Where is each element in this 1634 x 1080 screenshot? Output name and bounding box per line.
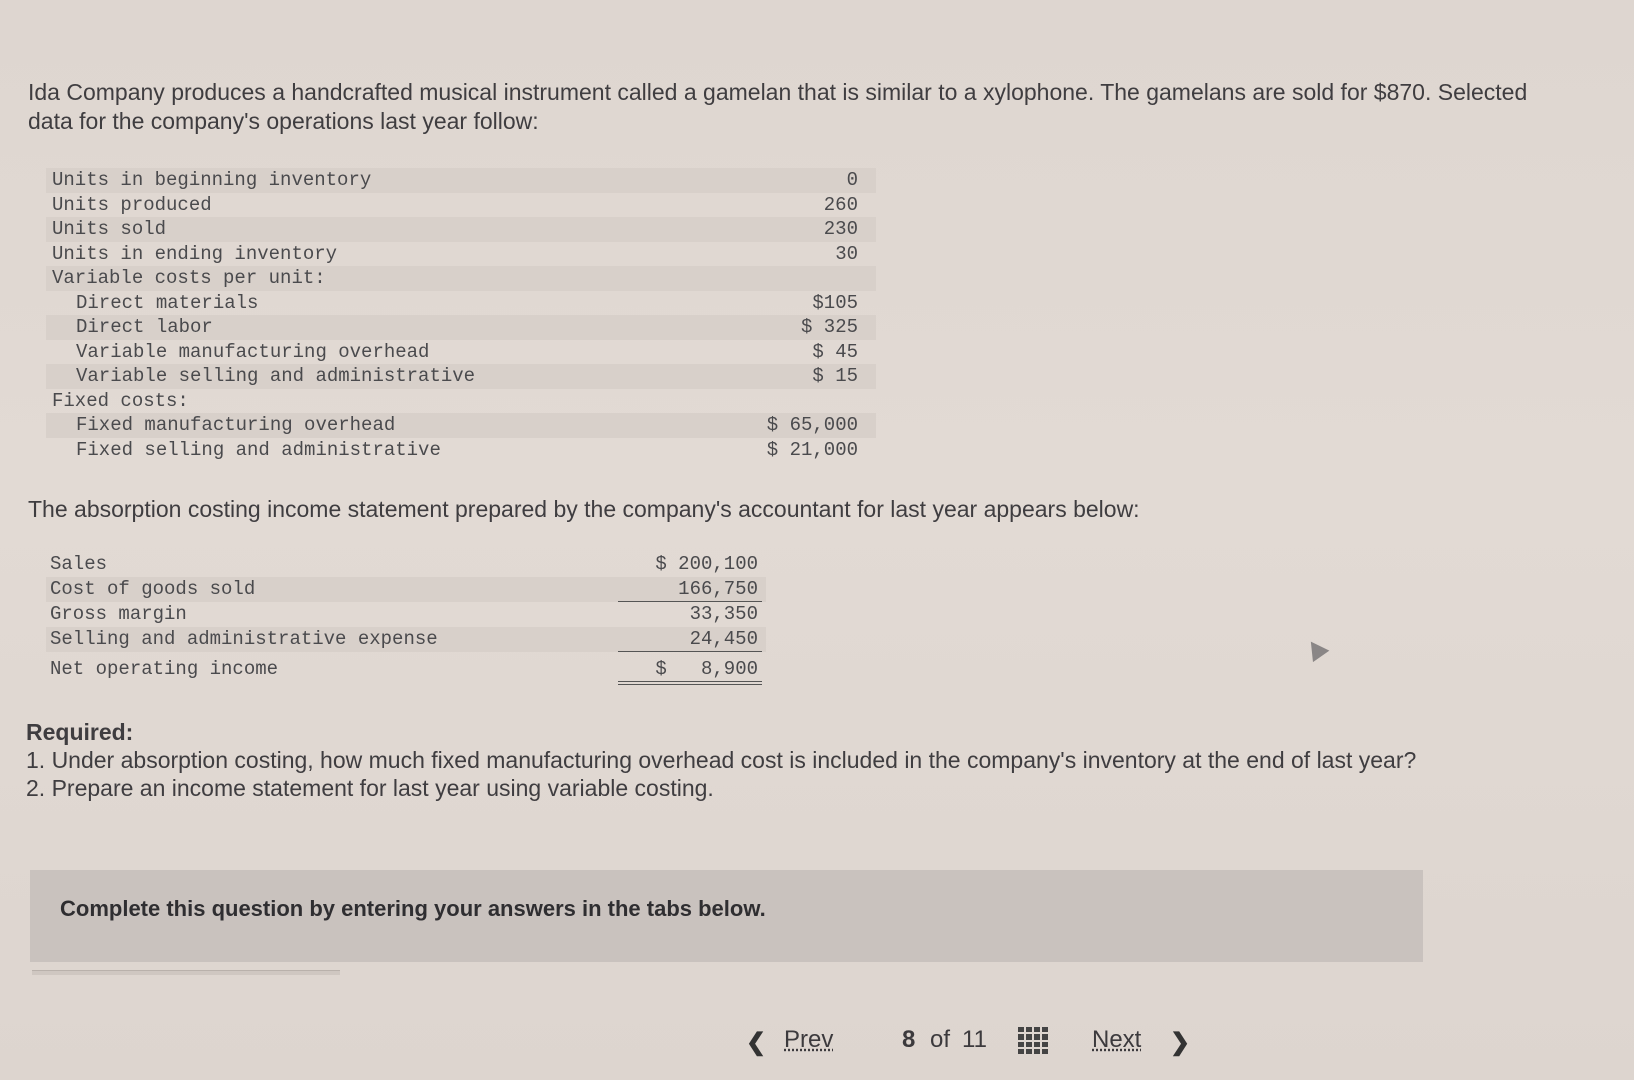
table-row [46,438,876,463]
table-row [46,627,766,652]
row-value: $ 21,000 [766,438,858,461]
row-label: Variable manufacturing overhead [76,340,430,363]
row-label: Units produced [52,193,212,216]
table-row [46,552,766,577]
total-rule [618,681,762,682]
required-question-1: 1. Under absorption costing, how much fixed manufacturing overhead cost is included in the company's inventory at the end of last year? [26,747,1417,773]
row-label: Direct materials [76,291,259,314]
row-label: Variable selling and administrative [76,365,476,387]
problem-intro: Ida Company produces a handcrafted musical instrument called a gamelan that is similar to a xylophone. The gamelans are sold for $870. Selected data for the company's operations last year follow: [28,79,1528,134]
required-section [26,718,1566,802]
chevron-right-icon[interactable]: ❯ [1170,1029,1191,1056]
required-question-2: 2. Prepare an income statement for last year using variable costing. [26,775,714,801]
row-value: $ 65,000 [766,414,858,436]
row-label: Units in beginning inventory [52,169,372,191]
row-label: Direct labor [76,316,213,338]
row-label: Fixed costs: [52,389,189,412]
question-grid-icon[interactable] [1018,1027,1048,1054]
row-label: Sales [50,553,108,575]
table-row [46,315,876,340]
row-label: Fixed manufacturing overhead [76,414,396,436]
table-row [46,602,766,627]
table-row [46,217,876,242]
row-value: 230 [823,218,858,240]
chevron-left-icon[interactable]: ❮ [746,1029,767,1056]
row-label: Variable costs per unit: [52,267,326,289]
row-value: 0 [846,169,858,191]
row-value: 33,350 [689,603,758,625]
row-value: $ 325 [800,316,858,338]
row-label: Net operating income [50,658,279,680]
row-value: 260 [823,193,858,216]
required-header: Required: [26,719,134,745]
table-row [46,657,766,682]
row-value: $ 200,100 [655,553,758,575]
selected-data-table [46,168,876,462]
prev-button[interactable]: Prev [784,1026,834,1053]
table-row [46,340,876,365]
row-value: 166,750 [678,578,758,600]
row-label: Units sold [52,218,167,240]
total-pages: 11 [962,1026,987,1053]
subtotal-rule [618,601,762,602]
table-row [46,389,876,414]
mouse-cursor-icon [1303,636,1330,662]
row-label: Units in ending inventory [52,242,338,265]
row-value: $ 8,900 [655,658,758,680]
table-row [46,577,766,602]
row-value: 30 [835,242,858,265]
row-value: $105 [812,291,858,314]
table-row [46,364,876,389]
row-value: $ 45 [812,340,858,363]
answer-tabs-bar[interactable] [32,970,340,975]
table-row [46,168,876,193]
subtotal-rule [618,651,762,652]
table-row [46,193,876,218]
row-label: Selling and administrative expense [50,628,438,650]
row-label: Gross margin [50,603,187,625]
absorption-intro: The absorption costing income statement prepared by the company's accountant for last year appears below: [28,496,1140,522]
row-label: Fixed selling and administrative [76,438,441,461]
row-label: Cost of goods sold [50,578,256,600]
row-value: 24,450 [689,628,758,650]
table-row [46,291,876,316]
next-button[interactable]: Next [1092,1026,1142,1053]
table-row [46,242,876,267]
page-of-label: of [930,1026,951,1053]
total-double-rule [618,684,762,685]
banner-text: Complete this question by entering your answers in the tabs below. [60,896,766,921]
row-value: $ 15 [812,365,858,387]
table-row [46,266,876,291]
current-page: 8 [902,1026,916,1053]
absorption-income-statement [46,552,766,682]
table-row [46,413,876,438]
instruction-banner [30,870,1423,962]
